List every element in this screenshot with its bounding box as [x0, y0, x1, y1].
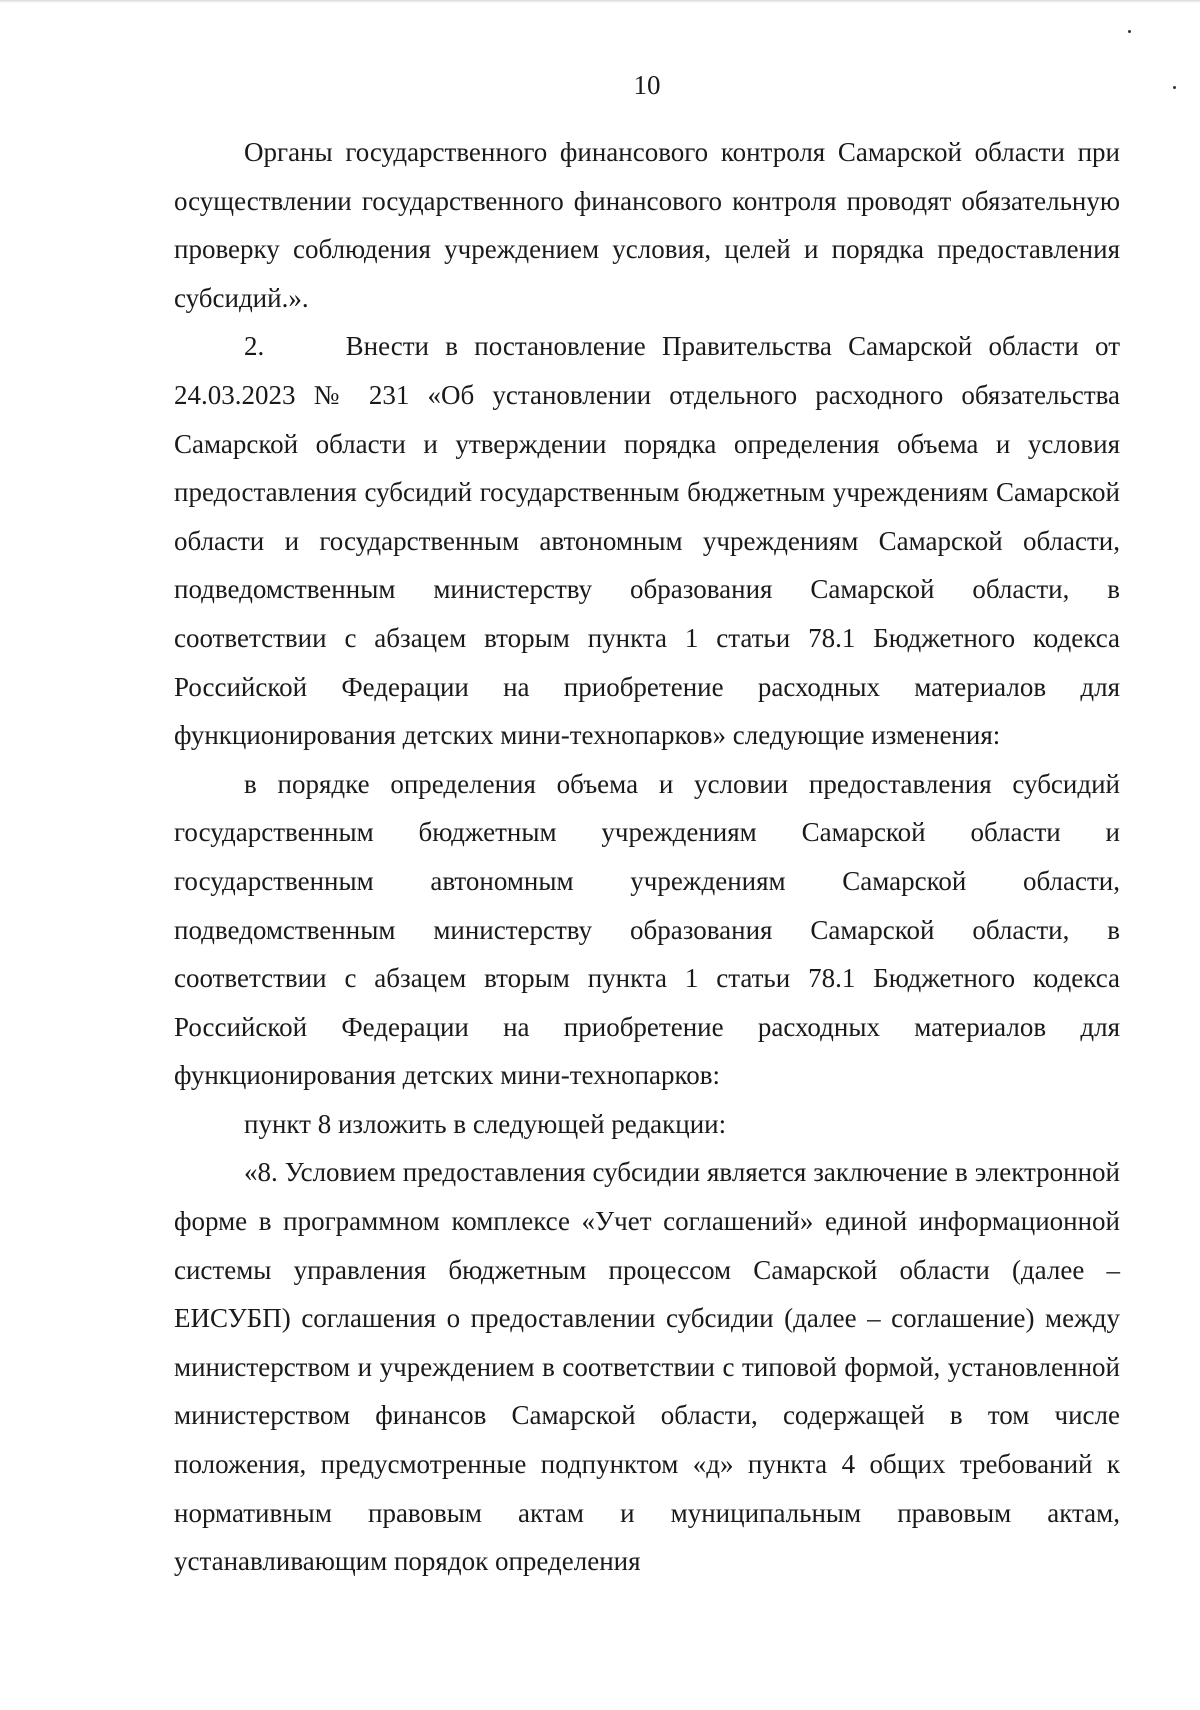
paragraph-order-amendment: в порядке определения объема и условии предоставления субсидий государственным бюджетным учреждениям Самарской области и государственным автономным учреждениям Самарской области, подведомственным министерству образования Самарской области, в соответствии с абзацем вторым пункта 1 статьи 78.1 Бюджетного кодекса Российской Федерации на приобретение расходных материалов для функционирования детских мини-технопарков:: [174, 768, 1120, 1091]
paragraph-point-8-text: «8. Условием предоставления субсидии является заключение в электронной форме в программном комплексе «Учет соглашений» единой информационной системы управления бюджетным процессом Самарской области (далее – ЕИСУБП) соглашения о предоставлении субсидии (далее – соглашение) между министерством и учреждением в соответствии с типовой формой, установленной министерством финансов Самарской области, содержащей в том числе положения, предусмотренные подпунктом «д» пункта 4 общих требований к нормативным правовым актам и муниципальным правовым актам, устанавливающим порядок определения: [174, 1157, 1120, 1577]
paragraph-point-8-intro: пункт 8 изложить в следующей редакции:: [244, 1108, 727, 1139]
paragraph-item-2: 2. Внести в постановление Правительства Самарской области от 24.03.2023 № 231 «Об установлении отдельного расходного обязательства Самарской области и утверждении порядка определения объема и условия предоставления субсидий государственным бюджетным учреждениям Самарской области и государственным автономным учреждениям Самарской области, подведомственным министерству образования Самарской области, в соответствии с абзацем вторым пункта 1 статьи 78.1 Бюджетного кодекса Российской Федерации на приобретение расходных материалов для функционирования детских мини-технопарков» следующие изменения:: [174, 331, 1120, 751]
document-body: [174, 128, 1120, 1586]
scan-edge: [0, 0, 1200, 3]
paragraph-control-bodies: Органы государственного финансового контроля Самарской области при осуществлении государственного финансового контроля проводят обязательную проверку соблюдения учреждением условия, целей и порядка предоставления субсидий.».: [174, 137, 1120, 313]
page-number: 10: [633, 70, 661, 100]
scan-speck: [1128, 30, 1131, 33]
